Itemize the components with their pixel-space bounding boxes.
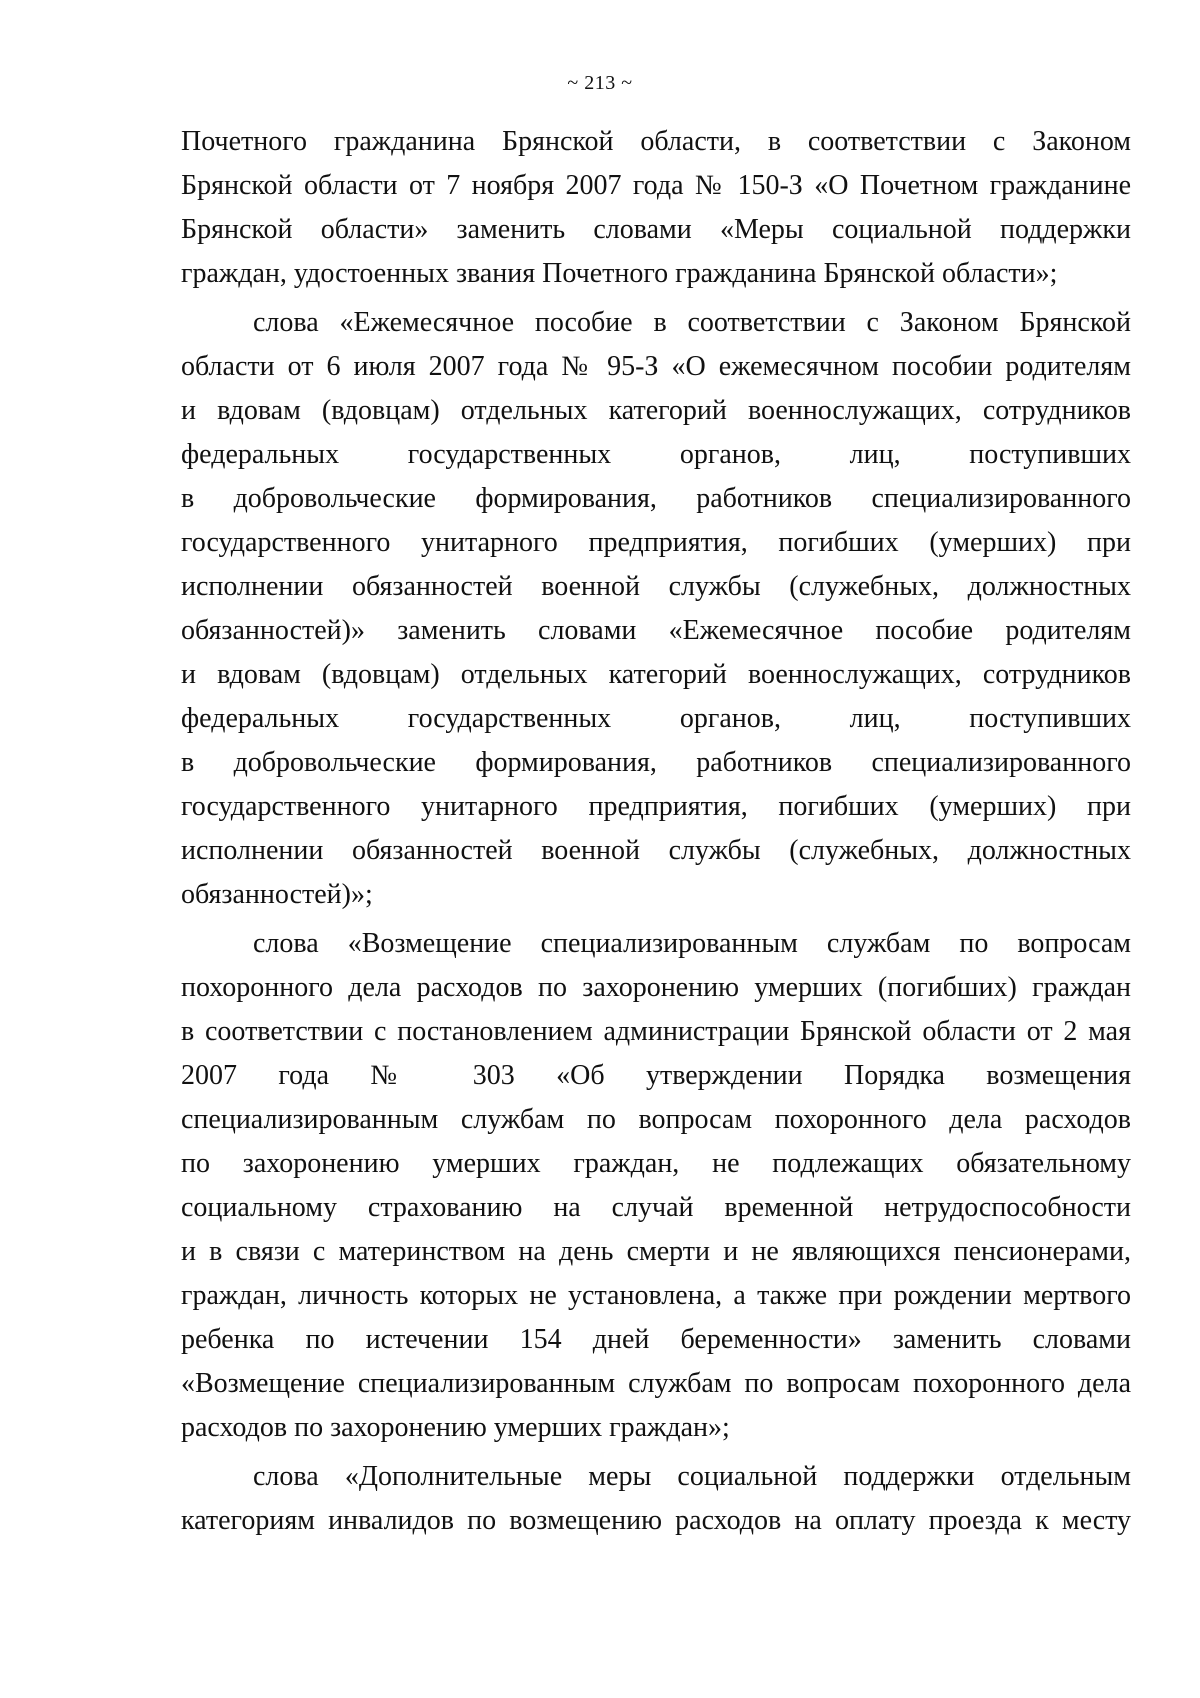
paragraph-first-line: слова «Возмещение специализированным службам по вопросам: [253, 928, 1131, 959]
text-line: обязанностей)»;: [181, 879, 373, 910]
paragraph-first-line: слова «Дополнительные меры социальной поддержки отдельным: [253, 1461, 1131, 1492]
document-body: [181, 120, 1131, 1543]
text-line: исполнении обязанностей военной службы (служебных, должностных: [181, 835, 1131, 866]
page-number: ~ 213 ~: [567, 72, 633, 94]
text-line: федеральных государственных органов, лиц, поступивших: [181, 703, 1131, 734]
text-line: расходов по захоронению умерших граждан»;: [181, 1412, 730, 1443]
text-line: ребенка по истечении 154 дней беременности» заменить словами: [181, 1324, 1131, 1355]
text-line: категориям инвалидов по возмещению расходов на оплату проезда к месту: [181, 1505, 1131, 1536]
text-line: и вдовам (вдовцам) отдельных категорий военнослужащих, сотрудников: [181, 659, 1131, 690]
text-line: граждан, личность которых не установлена, а также при рождении мертвого: [181, 1280, 1131, 1311]
text-line: социальному страхованию на случай временной нетрудоспособности: [181, 1192, 1131, 1223]
text-line: области от 6 июля 2007 года № 95-З «О ежемесячном пособии родителям: [181, 351, 1131, 382]
paragraph-first-line: слова «Ежемесячное пособие в соответствии с Законом Брянской: [253, 307, 1131, 338]
text-line: специализированным службам по вопросам похоронного дела расходов: [181, 1104, 1131, 1135]
text-line: Брянской области от 7 ноября 2007 года № 150-З «О Почетном гражданине: [181, 170, 1131, 201]
text-line: 2007 года № 303 «Об утверждении Порядка возмещения: [181, 1060, 1131, 1091]
text-line: обязанностей)» заменить словами «Ежемесячное пособие родителям: [181, 615, 1131, 646]
text-line: государственного унитарного предприятия, погибших (умерших) при: [181, 527, 1131, 558]
text-line: и в связи с материнством на день смерти и не являющихся пенсионерами,: [181, 1236, 1131, 1267]
text-line: «Возмещение специализированным службам по вопросам похоронного дела: [181, 1368, 1131, 1399]
text-line: в добровольческие формирования, работников специализированного: [181, 483, 1131, 514]
text-line: в добровольческие формирования, работников специализированного: [181, 747, 1131, 778]
text-line: Брянской области» заменить словами «Меры социальной поддержки: [181, 214, 1131, 245]
text-line: Почетного гражданина Брянской области, в соответствии с Законом: [181, 126, 1131, 157]
text-line: и вдовам (вдовцам) отдельных категорий военнослужащих, сотрудников: [181, 395, 1131, 426]
text-line: федеральных государственных органов, лиц, поступивших: [181, 439, 1131, 470]
text-line: по захоронению умерших граждан, не подлежащих обязательному: [181, 1148, 1131, 1179]
text-line: исполнении обязанностей военной службы (служебных, должностных: [181, 571, 1131, 602]
text-line: государственного унитарного предприятия, погибших (умерших) при: [181, 791, 1131, 822]
text-line: граждан, удостоенных звания Почетного гражданина Брянской области»;: [181, 258, 1058, 289]
text-line: похоронного дела расходов по захоронению умерших (погибших) граждан: [181, 972, 1131, 1003]
text-line: в соответствии с постановлением администрации Брянской области от 2 мая: [181, 1016, 1131, 1047]
